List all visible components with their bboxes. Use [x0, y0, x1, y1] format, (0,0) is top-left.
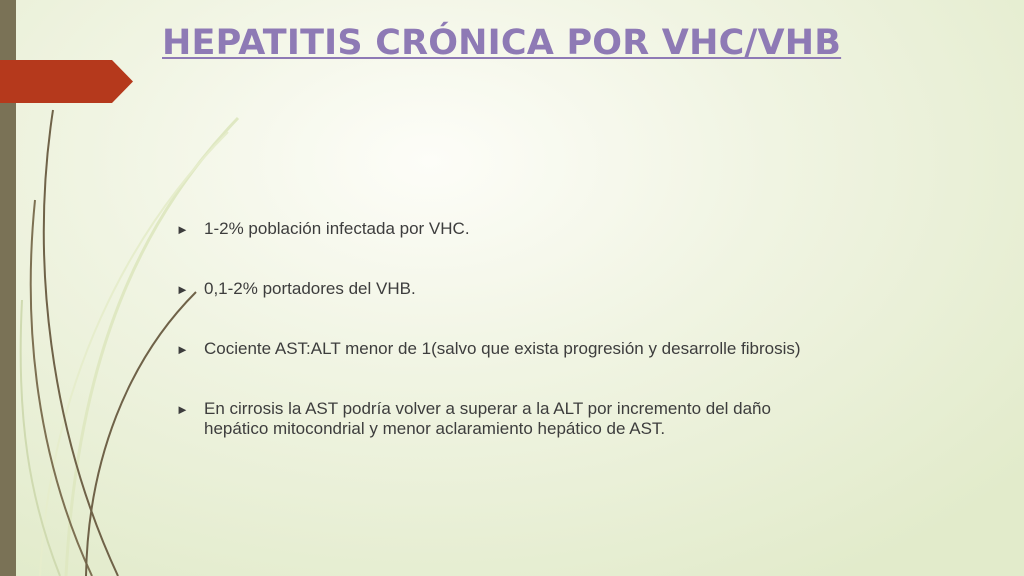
- bullet-text: 0,1-2% portadores del VHB.: [204, 279, 416, 298]
- bullet-text: En cirrosis la AST podría volver a superar a la ALT por incremento del daño hepático mitocondrial y menor aclaramiento hepático de AST.: [204, 399, 771, 438]
- bullet-text: 1-2% población infectada por VHC.: [204, 219, 470, 238]
- decor-curve-light: [21, 300, 60, 576]
- bullet-arrow-icon: ►: [176, 402, 189, 417]
- bullet-item: [176, 399, 836, 439]
- bullet-item: [176, 279, 836, 299]
- bullet-arrow-icon: ►: [176, 222, 189, 237]
- bullet-list: [176, 219, 836, 439]
- bullet-arrow-icon: ►: [176, 282, 189, 297]
- decor-curve-dark: [44, 110, 118, 576]
- bullet-arrow-icon: ►: [176, 342, 189, 357]
- decor-curve-dark: [31, 200, 92, 576]
- slide-title: HEPATITIS CRÓNICA POR VHC/VHB: [162, 23, 842, 63]
- bullet-item: [176, 219, 836, 239]
- bullet-text: Cociente AST:ALT menor de 1(salvo que exista progresión y desarrolle fibrosis): [204, 339, 801, 358]
- bullet-item: [176, 339, 836, 359]
